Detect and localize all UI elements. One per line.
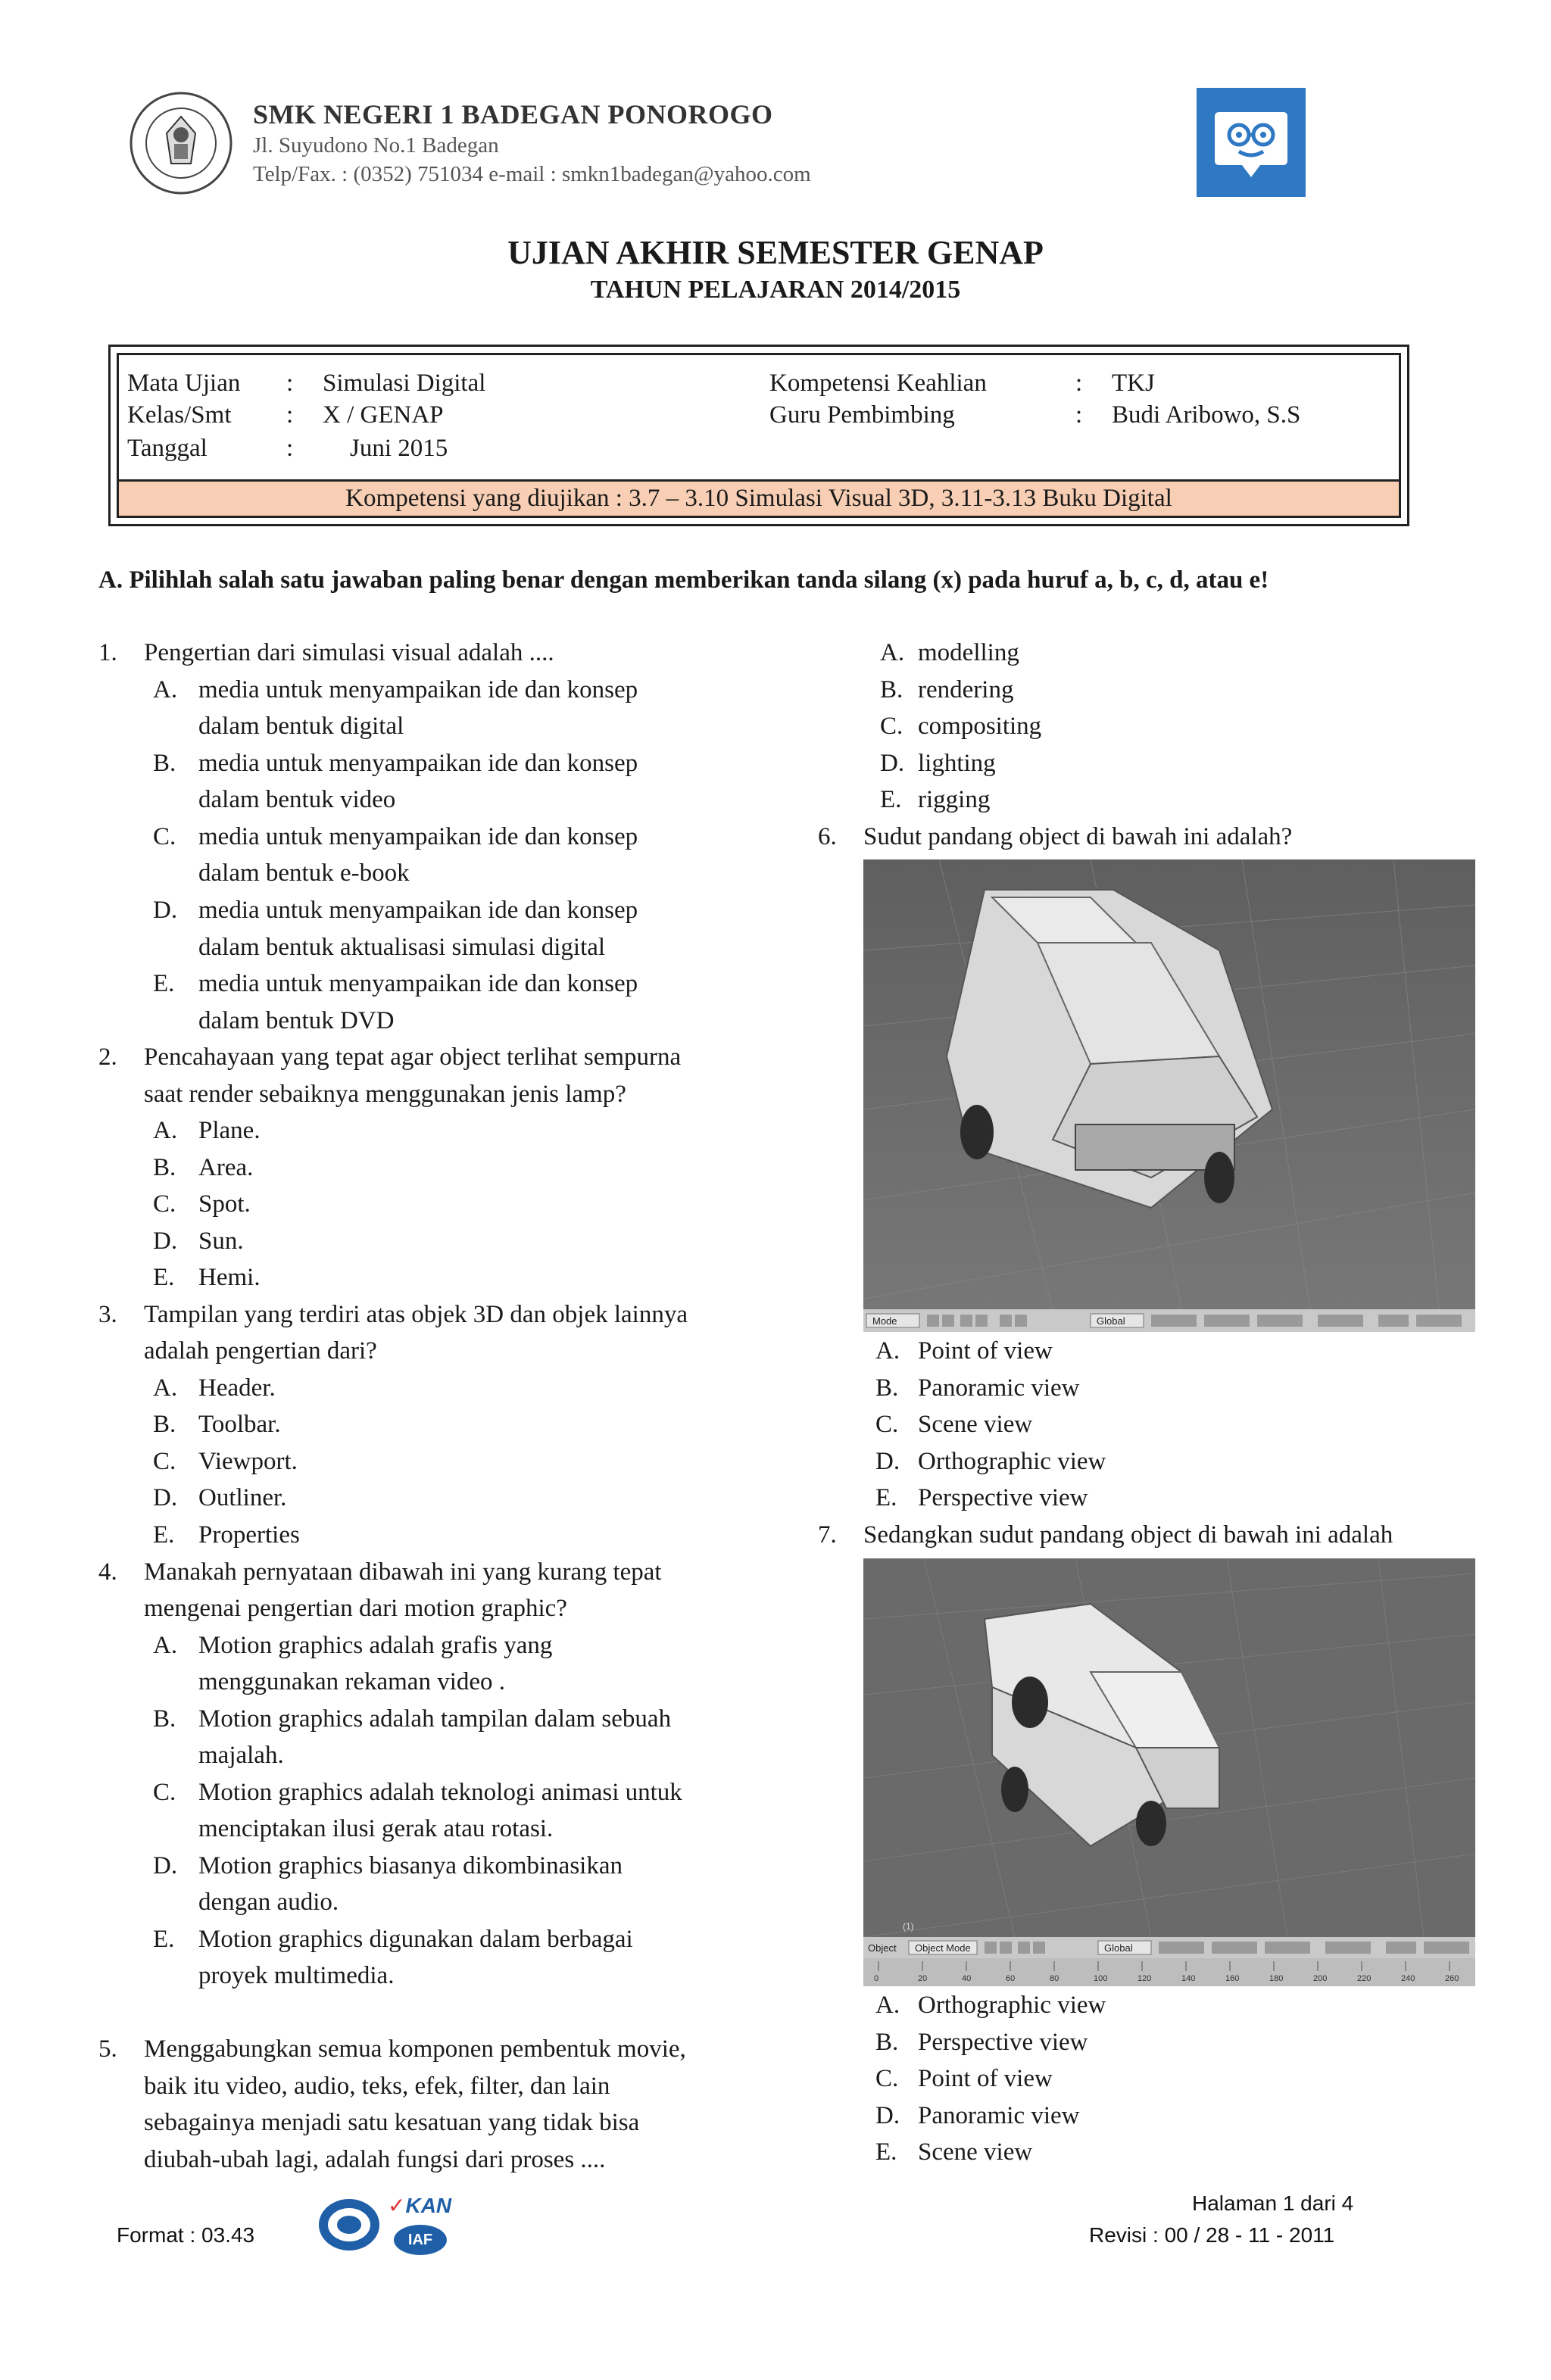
option-letter: E. [153, 1926, 175, 1953]
timeline-tick-label: 220 [1357, 1974, 1372, 1983]
q2-option-c: Spot. [198, 1190, 251, 1218]
colon: : [286, 370, 294, 397]
value-kelas: X / GENAP [323, 401, 444, 429]
question-number: 1. [98, 639, 117, 666]
q4-option-b: Motion graphics adalah tampilan dalam sebuah [198, 1705, 672, 1733]
option-letter: D. [880, 750, 905, 777]
question-number: 3. [98, 1301, 117, 1328]
question-4-text-cont: mengenai pengertian dari motion graphic? [144, 1595, 567, 1622]
q5-option-b: rendering [918, 676, 1014, 703]
question-5-text: Menggabungkan semua komponen pembentuk movie, [144, 2035, 686, 2063]
q1-option-a: media untuk menyampaikan ide dan konsep [198, 676, 638, 703]
option-letter: D. [153, 1227, 178, 1255]
frame-number-label: (1) [903, 1921, 914, 1932]
q7-option-e: Scene view [918, 2138, 1033, 2166]
option-letter: B. [153, 1411, 176, 1438]
q1-option-c-cont: dalam bentuk e-book [198, 859, 410, 887]
timeline-tick-label: 260 [1445, 1974, 1459, 1983]
label-mata-ujian: Mata Ujian [127, 370, 241, 397]
q6-option-e: Perspective view [918, 1484, 1088, 1511]
q1-option-b: media untuk menyampaikan ide dan konsep [198, 750, 638, 777]
question-number: 4. [98, 1558, 117, 1586]
exam-title: UJIAN AKHIR SEMESTER GENAP [507, 234, 1044, 271]
q7-option-d: Panoramic view [918, 2102, 1080, 2129]
option-letter: A. [153, 676, 178, 703]
question-7-text: Sedangkan sudut pandang object di bawah ini adalah [863, 1521, 1393, 1549]
option-letter: E. [153, 1264, 175, 1291]
label-kompetensi-keahlian: Kompetensi Keahlian [769, 370, 987, 397]
colon: : [1075, 370, 1083, 397]
option-letter: D. [875, 1448, 900, 1475]
timeline-tick-label: 80 [1050, 1974, 1059, 1983]
timeline-tick-label: 160 [1225, 1974, 1240, 1983]
option-letter: E. [880, 786, 902, 813]
q6-option-a: Point of view [918, 1337, 1053, 1365]
truck-viewport-image-perspective [863, 859, 1475, 1332]
option-letter: E. [153, 970, 175, 997]
option-letter: C. [875, 1411, 899, 1438]
q1-option-b-cont: dalam bentuk video [198, 786, 396, 813]
q1-option-d: media untuk menyampaikan ide dan konsep [198, 897, 638, 924]
option-letter: C. [875, 2065, 899, 2092]
value-kompetensi-keahlian: TKJ [1112, 370, 1155, 397]
timeline-tick-label: 200 [1313, 1974, 1328, 1983]
option-letter: C. [880, 713, 903, 740]
option-letter: A. [153, 1374, 178, 1402]
q4-option-a: Motion graphics adalah grafis yang [198, 1632, 553, 1659]
option-letter: C. [153, 1779, 176, 1806]
toolbar-global-label[interactable]: Global [1097, 1315, 1125, 1327]
iaf-logo [394, 2225, 447, 2255]
question-number: 5. [98, 2035, 117, 2063]
label-tanggal: Tanggal [127, 435, 208, 462]
question-3-text: Tampilan yang terdiri atas objek 3D dan objek lainnya [144, 1301, 688, 1328]
option-letter: A. [880, 639, 905, 666]
q3-option-d: Outliner. [198, 1484, 287, 1511]
timeline-tick-label: 180 [1269, 1974, 1284, 1983]
question-2-text-cont: saat render sebaiknya menggunakan jenis lamp? [144, 1081, 626, 1108]
timeline-tick-label: 40 [962, 1974, 972, 1983]
colon: : [1075, 401, 1083, 429]
q5-option-e: rigging [918, 786, 991, 813]
q4-option-a-cont: menggunakan rekaman video . [198, 1668, 506, 1695]
option-letter: B. [875, 1374, 899, 1402]
q4-option-c-cont: menciptakan ilusi gerak atau rotasi. [198, 1815, 554, 1842]
question-5-text-cont: baik itu video, audio, teks, efek, filter, dan lain [144, 2073, 610, 2100]
option-letter: B. [875, 2029, 899, 2056]
option-letter: D. [153, 1852, 178, 1879]
q5-option-d: lighting [918, 750, 996, 777]
option-letter: A. [875, 1337, 900, 1365]
option-letter: C. [153, 823, 176, 850]
toolbar-global-label[interactable]: Global [1104, 1942, 1133, 1954]
timeline-tick-label: 100 [1094, 1974, 1108, 1983]
timeline-tick-label: 140 [1181, 1974, 1196, 1983]
value-guru-pembimbing: Budi Aribowo, S.S [1112, 401, 1301, 429]
q1-option-a-cont: dalam bentuk digital [198, 713, 404, 740]
question-number: 2. [98, 1043, 117, 1071]
colon: : [286, 401, 294, 429]
question-5-text-cont: sebagainya menjadi satu kesatuan yang tidak bisa [144, 2109, 640, 2136]
exam-year: TAHUN PELAJARAN 2014/2015 [590, 276, 961, 304]
option-letter: A. [153, 1117, 178, 1144]
revision-info: Revisi : 00 / 28 - 11 - 2011 [1089, 2223, 1335, 2247]
question-2-text: Pencahayaan yang tepat agar object terlihat sempurna [144, 1043, 682, 1071]
school-contact: Telp/Fax. : (0352) 751034 e-mail : smkn1badegan@yahoo.com [253, 162, 811, 186]
certification-logo [315, 2194, 383, 2255]
question-4-text: Manakah pernyataan dibawah ini yang kurang tepat [144, 1558, 662, 1586]
q2-option-a: Plane. [198, 1117, 261, 1144]
q1-option-d-cont: dalam bentuk aktualisasi simulasi digital [198, 934, 606, 961]
option-letter: D. [875, 2102, 900, 2129]
timeline-tick-label: 0 [874, 1974, 879, 1983]
toolbar-object-mode[interactable]: Object Mode [915, 1942, 971, 1954]
label-kelas: Kelas/Smt [127, 401, 232, 429]
option-letter: C. [153, 1190, 176, 1218]
q3-option-c: Viewport. [198, 1448, 298, 1475]
timeline-tick-label: 120 [1138, 1974, 1152, 1983]
q3-option-b: Toolbar. [198, 1411, 281, 1438]
toolbar-mode-label[interactable]: Mode [872, 1315, 897, 1327]
option-letter: B. [153, 750, 176, 777]
option-letter: B. [880, 676, 903, 703]
timeline-tick-label: 240 [1401, 1974, 1415, 1983]
q4-option-b-cont: majalah. [198, 1742, 284, 1769]
section-instruction: A. Pilihlah salah satu jawaban paling benar dengan memberikan tanda silang (x) pada huruf a, b, c, d, atau e! [98, 566, 1269, 594]
q7-option-c: Point of view [918, 2065, 1053, 2092]
q7-option-a: Orthographic view [918, 1992, 1106, 2019]
value-mata-ujian: Simulasi Digital [323, 370, 486, 397]
q1-option-e: media untuk menyampaikan ide dan konsep [198, 970, 638, 997]
value-tanggal: Juni 2015 [350, 435, 448, 462]
option-letter: E. [153, 1521, 175, 1549]
kan-logo-text: KAN [405, 2194, 452, 2217]
option-letter: D. [153, 897, 178, 924]
school-logo [127, 89, 235, 197]
option-letter: E. [875, 2138, 897, 2166]
truck-viewport-image-orthographic [863, 1558, 1475, 1986]
option-letter: B. [153, 1705, 176, 1733]
q7-option-b: Perspective view [918, 2029, 1088, 2056]
kan-logo: ✓KAN [388, 2194, 452, 2217]
q3-option-e: Properties [198, 1521, 300, 1549]
option-letter: E. [875, 1484, 897, 1511]
q1-option-c: media untuk menyampaikan ide dan konsep [198, 823, 638, 850]
question-5-text-cont: diubah-ubah lagi, adalah fungsi dari proses .... [144, 2146, 606, 2173]
page-number: Halaman 1 dari 4 [1192, 2191, 1354, 2215]
question-3-text-cont: adalah pengertian dari? [144, 1337, 377, 1365]
label-guru-pembimbing: Guru Pembimbing [769, 401, 955, 429]
option-letter: C. [153, 1448, 176, 1475]
toolbar-object-menu[interactable]: Object [868, 1942, 897, 1954]
school-name: SMK NEGERI 1 BADEGAN PONOROGO [253, 99, 773, 129]
timeline-tick-label: 60 [1006, 1974, 1016, 1983]
question-number: 7. [818, 1521, 837, 1549]
question-6-text: Sudut pandang object di bawah ini adalah? [863, 823, 1293, 850]
format-code: Format : 03.43 [117, 2223, 255, 2247]
q4-option-c: Motion graphics adalah teknologi animasi untuk [198, 1779, 682, 1806]
q4-option-e-cont: proyek multimedia. [198, 1962, 395, 1989]
q4-option-d: Motion graphics biasanya dikombinasikan [198, 1852, 623, 1879]
q6-option-b: Panoramic view [918, 1374, 1080, 1402]
question-number: 6. [818, 823, 837, 850]
question-1-text: Pengertian dari simulasi visual adalah .... [144, 639, 554, 666]
kompetensi-diujikan: Kompetensi yang diujikan : 3.7 – 3.10 Simulasi Visual 3D, 3.11-3.13 Buku Digital [119, 479, 1399, 516]
q3-option-a: Header. [198, 1374, 276, 1402]
q5-option-c: compositing [918, 713, 1042, 740]
iaf-logo-text: IAF [407, 2232, 433, 2248]
q2-option-d: Sun. [198, 1227, 244, 1255]
q5-option-a: modelling [918, 639, 1019, 666]
q1-option-e-cont: dalam bentuk DVD [198, 1007, 395, 1034]
q2-option-b: Area. [198, 1154, 254, 1181]
school-address: Jl. Suyudono No.1 Badegan [253, 133, 499, 158]
q4-option-d-cont: dengan audio. [198, 1889, 339, 1916]
option-letter: B. [153, 1154, 176, 1181]
option-letter: A. [153, 1632, 178, 1659]
option-letter: D. [153, 1484, 178, 1511]
q4-option-e: Motion graphics digunakan dalam berbagai [198, 1926, 633, 1953]
q6-option-c: Scene view [918, 1411, 1033, 1438]
q6-option-d: Orthographic view [918, 1448, 1106, 1475]
q2-option-e: Hemi. [198, 1264, 261, 1291]
app-logo-icon [1197, 88, 1306, 197]
colon: : [286, 435, 294, 462]
timeline-tick-label: 20 [918, 1974, 928, 1983]
option-letter: A. [875, 1992, 900, 2019]
